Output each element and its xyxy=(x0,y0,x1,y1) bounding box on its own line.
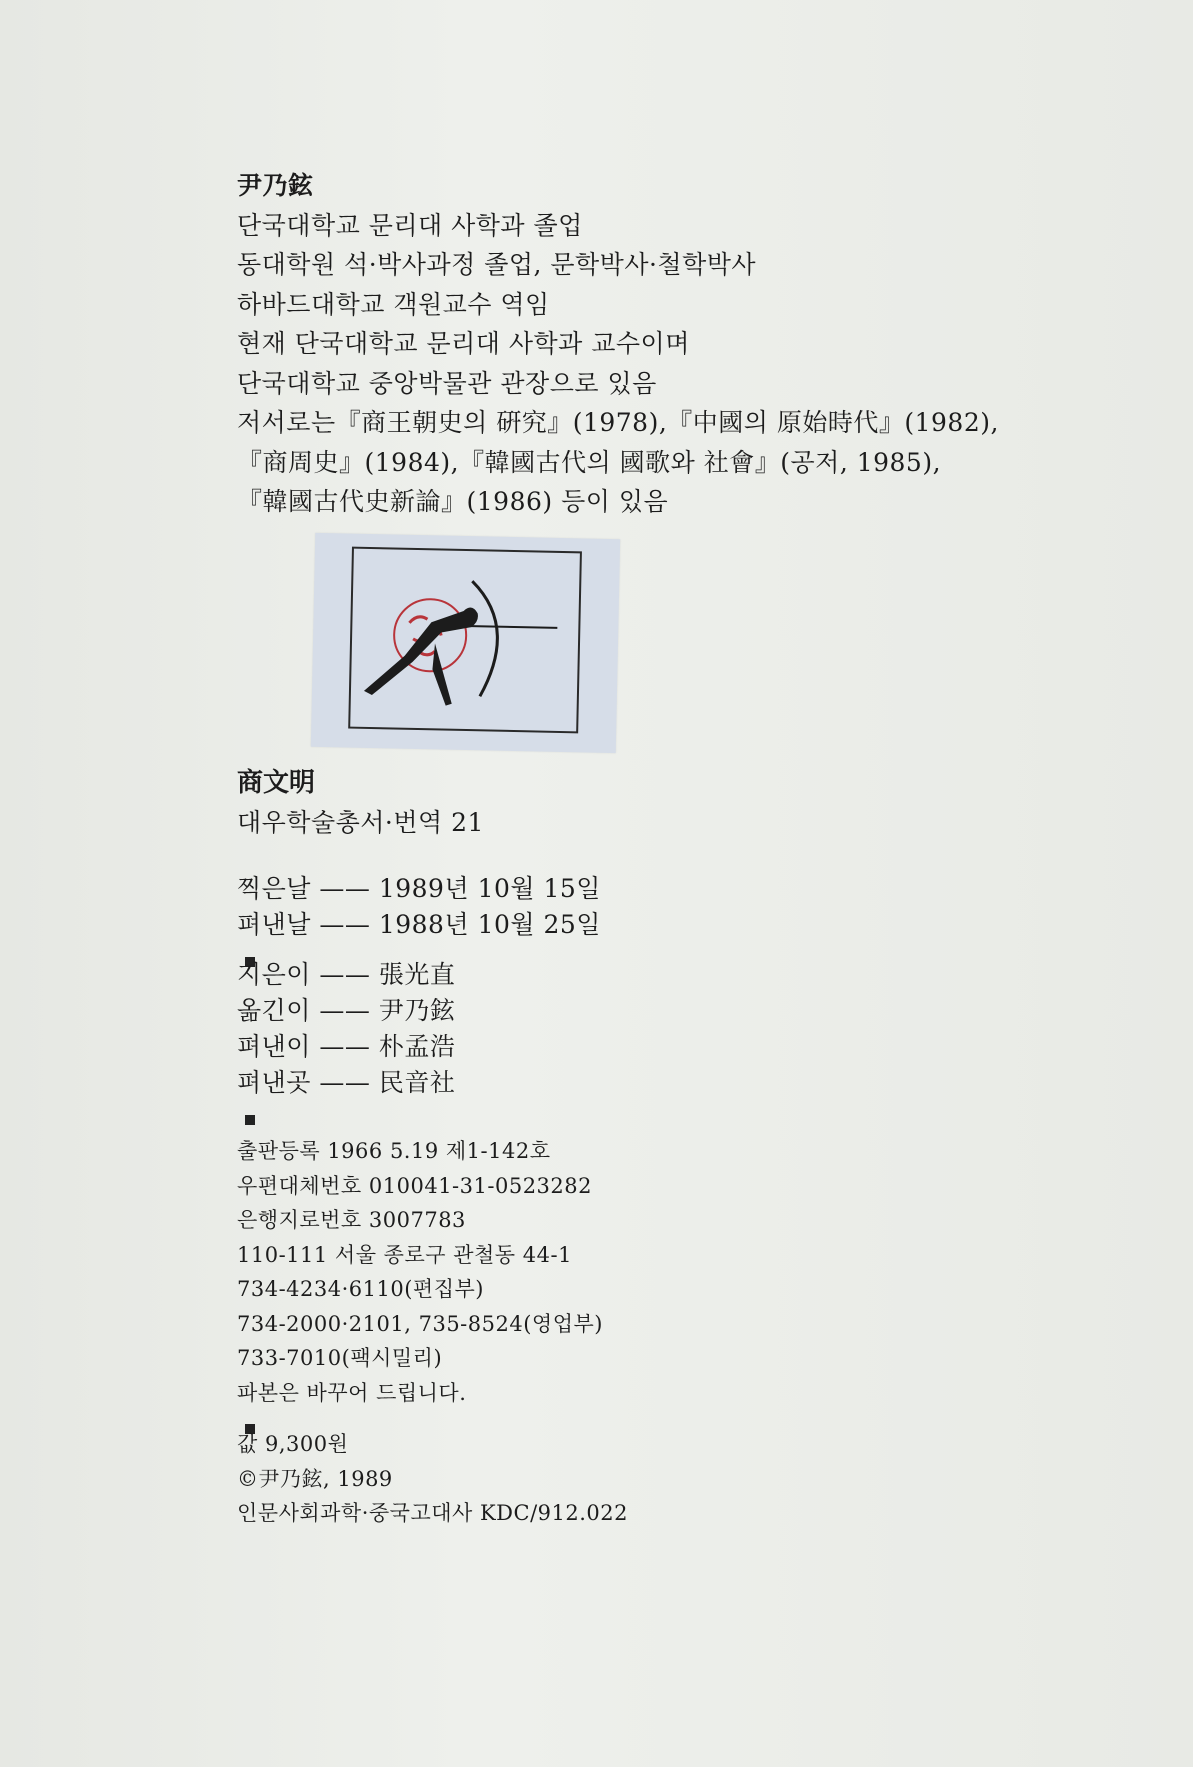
bio-line: 동대학원 석·박사과정 졸업, 문학박사·철학박사 xyxy=(237,250,757,279)
publisher-info xyxy=(237,1134,603,1443)
exchange-notice: 파본은 바꾸어 드립니다. xyxy=(237,1380,467,1405)
bio-line: 하바드대학교 객원교수 역임 xyxy=(237,289,550,319)
address-line: 110-111 서울 종로구 관철동 44-1 xyxy=(237,1242,572,1267)
bank-giro-line: 은행지로번호 3007783 xyxy=(237,1208,466,1232)
square-bullet xyxy=(245,1115,255,1125)
publisher-person-line: 펴낸이 —— 朴孟浩 xyxy=(237,1032,456,1061)
publisher-company-line: 펴낸곳 —— 民音社 xyxy=(237,1068,456,1097)
series-label: 대우학술총서·번역 21 xyxy=(237,808,484,837)
copyright-line: ©尹乃鉉, 1989 xyxy=(237,1466,393,1491)
phone-sales-line: 734-2000·2101, 735-8524(영업부) xyxy=(237,1311,603,1336)
author-line: 지은이 —— 張光直 xyxy=(237,960,456,989)
price-block xyxy=(237,1427,628,1531)
publish-date: 펴낸날 —— 1988년 10월 25일 xyxy=(237,910,601,939)
print-date: 찍은날 —— 1989년 10월 15일 xyxy=(237,874,601,903)
bio-line: 단국대학교 문리대 사학과 졸업 xyxy=(237,210,583,240)
postal-transfer-line: 우편대체번호 010041-31-0523282 xyxy=(237,1173,592,1198)
bio-line: 저서로는『商王朝史의 硏究』(1978),『中國의 原始時代』(1982), xyxy=(237,408,999,437)
translator-bio xyxy=(237,166,999,522)
bio-line: 현재 단국대학교 문리대 사학과 교수이며 xyxy=(237,329,690,358)
phone-editorial-line: 734-4234·6110(편집부) xyxy=(237,1277,484,1301)
bio-line: 『商周史』(1984),『韓國古代의 國歌와 社會』(공저, 1985), xyxy=(237,447,942,477)
classification-line: 인문사회과학·중국고대사 KDC/912.022 xyxy=(237,1501,629,1525)
price-line: 값 9,300원 xyxy=(237,1432,349,1456)
book-title-block xyxy=(237,763,484,843)
translator-line: 옮긴이 —— 尹乃鉉 xyxy=(237,996,456,1025)
registration-line: 출판등록 1966 5.19 제1-142호 xyxy=(237,1139,551,1163)
book-title: 商文明 xyxy=(237,768,316,798)
credits xyxy=(237,957,455,1134)
archer-seal-illustration xyxy=(311,533,620,753)
bio-line: 단국대학교 중앙박물관 관장으로 있음 xyxy=(237,368,657,398)
translator-name: 尹乃鉉 xyxy=(237,171,314,200)
bio-line: 『韓國古代史新論』(1986) 등이 있음 xyxy=(237,487,669,516)
fax-line: 733-7010(팩시밀리) xyxy=(237,1346,443,1370)
archer-seal-stamp xyxy=(311,533,620,753)
